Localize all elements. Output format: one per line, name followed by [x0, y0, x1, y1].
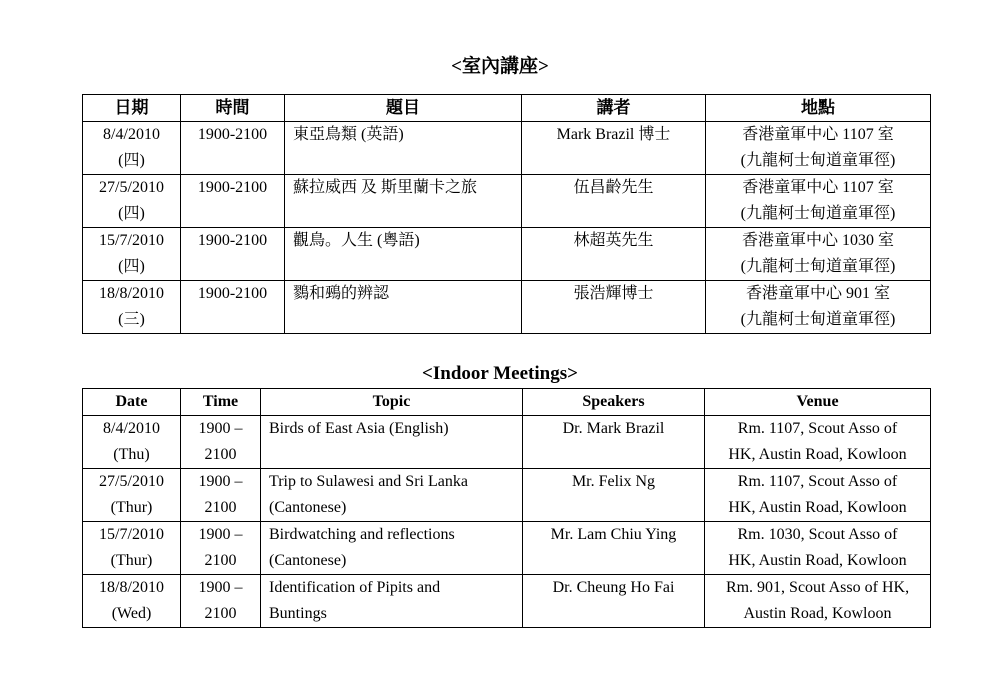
header-time: 時間 — [181, 95, 285, 122]
cell-venue: 香港童軍中心 1030 室 (九龍柯士甸道童軍徑) — [706, 228, 931, 281]
cell-topic: 觀鳥。人生 (粵語) — [285, 228, 522, 281]
cell-venue: Rm. 1107, Scout Asso of HK, Austin Road, Kowloon — [705, 469, 931, 522]
cell-time: 1900 – 2100 — [181, 469, 261, 522]
cell-time: 1900-2100 — [181, 228, 285, 281]
cell-date: 18/8/2010 (三) — [83, 281, 181, 334]
indoor-meetings-table-english — [82, 388, 931, 628]
cell-venue: 香港童軍中心 901 室 (九龍柯士甸道童軍徑) — [706, 281, 931, 334]
cell-topic: Birds of East Asia (English) — [261, 416, 523, 469]
indoor-meetings-title-english: <Indoor Meetings> — [422, 363, 578, 384]
table-row — [83, 416, 931, 469]
cell-speaker: 林超英先生 — [522, 228, 706, 281]
indoor-meetings-title-chinese: <室內講座> — [451, 56, 549, 77]
cell-speaker: Mr. Lam Chiu Ying — [523, 522, 705, 575]
cell-date: 8/4/2010 (四) — [83, 122, 181, 175]
cell-topic: Identification of Pipits and Buntings — [261, 575, 523, 628]
header-topic: Topic — [261, 389, 523, 416]
cell-topic: 東亞鳥類 (英語) — [285, 122, 522, 175]
cell-time: 1900 – 2100 — [181, 416, 261, 469]
cell-date: 27/5/2010 (Thur) — [83, 469, 181, 522]
table-row — [83, 522, 931, 575]
cell-topic: 蘇拉威西 及 斯里蘭卡之旅 — [285, 175, 522, 228]
cell-venue: Rm. 1030, Scout Asso of HK, Austin Road, Kowloon — [705, 522, 931, 575]
cell-venue: 香港童軍中心 1107 室 (九龍柯士甸道童軍徑) — [706, 175, 931, 228]
header-topic: 題目 — [285, 95, 522, 122]
table-row — [83, 228, 931, 281]
table-row — [83, 575, 931, 628]
cell-topic: 鷚和鵐的辨認 — [285, 281, 522, 334]
cell-venue: Rm. 1107, Scout Asso of HK, Austin Road, Kowloon — [705, 416, 931, 469]
header-time: Time — [181, 389, 261, 416]
table-header-row — [83, 95, 931, 122]
cell-speaker: Mr. Felix Ng — [523, 469, 705, 522]
header-date: Date — [83, 389, 181, 416]
cell-time: 1900 – 2100 — [181, 522, 261, 575]
table-row — [83, 122, 931, 175]
cell-time: 1900-2100 — [181, 175, 285, 228]
cell-venue: 香港童軍中心 1107 室 (九龍柯士甸道童軍徑) — [706, 122, 931, 175]
header-venue: 地點 — [706, 95, 931, 122]
cell-topic: Birdwatching and reflections (Cantonese) — [261, 522, 523, 575]
table-row — [83, 175, 931, 228]
indoor-meetings-table-chinese — [82, 94, 931, 334]
table-header-row — [83, 389, 931, 416]
cell-speaker: 張浩輝博士 — [522, 281, 706, 334]
cell-time: 1900-2100 — [181, 122, 285, 175]
cell-date: 15/7/2010 (四) — [83, 228, 181, 281]
cell-topic: Trip to Sulawesi and Sri Lanka (Cantonese) — [261, 469, 523, 522]
table-row — [83, 281, 931, 334]
header-date: 日期 — [83, 95, 181, 122]
cell-venue: Rm. 901, Scout Asso of HK, Austin Road, Kowloon — [705, 575, 931, 628]
cell-speaker: Dr. Cheung Ho Fai — [523, 575, 705, 628]
header-speaker: 講者 — [522, 95, 706, 122]
cell-date: 15/7/2010 (Thur) — [83, 522, 181, 575]
cell-speaker: Dr. Mark Brazil — [523, 416, 705, 469]
cell-speaker: 伍昌齡先生 — [522, 175, 706, 228]
cell-time: 1900 – 2100 — [181, 575, 261, 628]
cell-time: 1900-2100 — [181, 281, 285, 334]
cell-speaker: Mark Brazil 博士 — [522, 122, 706, 175]
header-venue: Venue — [705, 389, 931, 416]
header-speakers: Speakers — [523, 389, 705, 416]
cell-date: 27/5/2010 (四) — [83, 175, 181, 228]
cell-date: 8/4/2010 (Thu) — [83, 416, 181, 469]
table-row — [83, 469, 931, 522]
cell-date: 18/8/2010 (Wed) — [83, 575, 181, 628]
